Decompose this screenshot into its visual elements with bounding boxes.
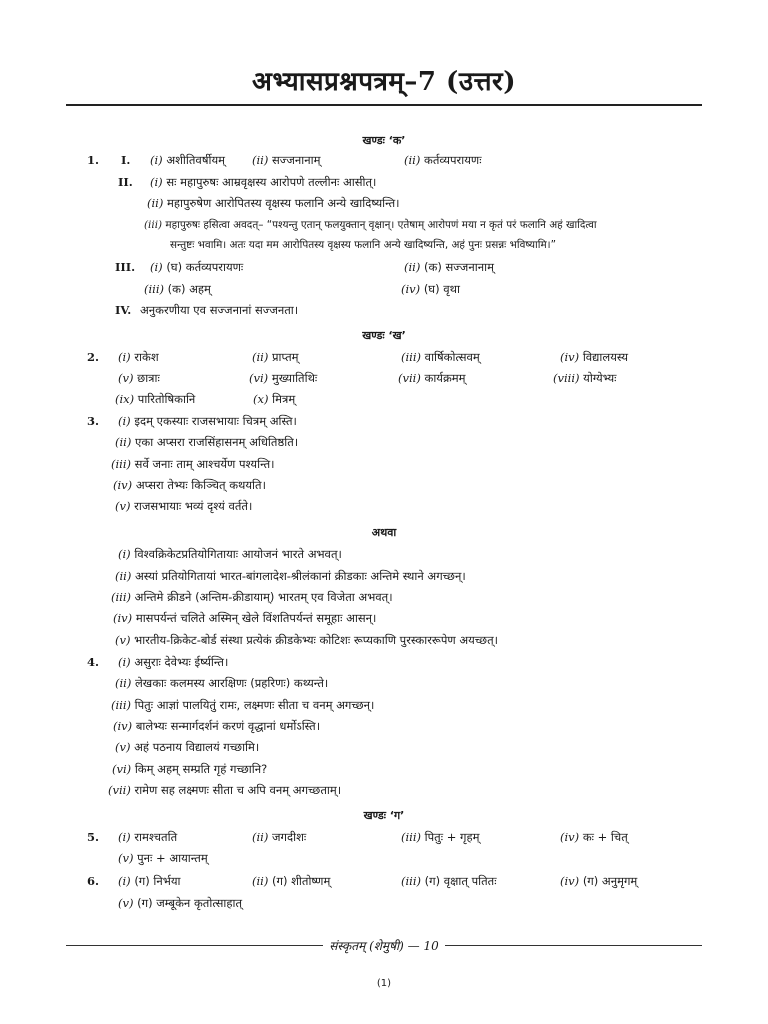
answer-item: [113, 610, 376, 626]
item-marker: (iv): [560, 874, 580, 888]
answer-text: (क) सज्जनानाम्: [424, 260, 494, 274]
answer-text: मुख्यातिथिः: [271, 371, 318, 385]
answer-item: [404, 259, 494, 275]
answer-item: [115, 434, 298, 450]
item-marker: (v): [118, 371, 134, 385]
section-heading-ka: खण्डः ‘क’: [362, 134, 406, 147]
item-marker: (ii): [404, 260, 421, 274]
answer-text: (ग) वृक्षात् पतितः: [424, 874, 497, 888]
answer-text: इदम् एकस्याः राजसभायाः चित्रम् अस्ति।: [134, 414, 297, 428]
answer-text: (ग) शीतोष्णम्: [272, 874, 331, 888]
item-marker: (i): [150, 153, 163, 167]
item-marker: (iv): [560, 350, 580, 364]
question-number: 1.: [87, 153, 100, 167]
item-marker: (x): [253, 392, 269, 406]
subpart-label: III.: [115, 260, 136, 274]
item-marker: (i): [118, 350, 131, 364]
answer-item: [118, 370, 160, 386]
item-marker: (ii): [115, 676, 132, 690]
answer-text: बालेभ्यः सन्मार्गदर्शनं करणं वृद्धानां धर्मोऽस्ति।: [135, 719, 321, 733]
item-marker: (ii): [252, 350, 269, 364]
page-number: (1): [376, 978, 392, 989]
answer-text: कः + चित्: [582, 830, 628, 844]
answer-text: सर्वे जनाः ताम् आश्चर्येण पश्यन्ति।: [134, 457, 275, 471]
item-marker: (iv): [560, 830, 580, 844]
answer-item: [113, 477, 266, 493]
answer-item: [144, 281, 211, 297]
answer-item: [115, 739, 259, 755]
answer-text: पुनः + आयान्तम्: [137, 851, 208, 865]
answer-item: [398, 370, 466, 386]
item-marker: (viii): [553, 371, 580, 385]
answer-text: योग्येभ्यः: [583, 371, 617, 385]
answer-item: [111, 697, 374, 713]
item-marker: (iv): [113, 611, 133, 625]
answer-item: [150, 152, 225, 168]
answer-item: [150, 259, 243, 275]
item-marker: (i): [118, 874, 131, 888]
answer-item: [553, 370, 617, 386]
question-number: 2.: [87, 350, 100, 364]
item-marker: (ii): [252, 830, 269, 844]
item-marker: (v): [115, 499, 131, 513]
answer-item: [118, 413, 297, 429]
item-marker: (i): [118, 547, 131, 561]
item-marker: (vii): [108, 783, 131, 797]
answer-text: किम् अहम् सम्प्रति गृहं गच्छानि?: [134, 762, 268, 776]
answer-item: [115, 632, 498, 648]
answer-text-continuation: सन्तुष्टः भवामि। अतः यदा मम आरोपितस्य वृक्षस्य फलानि अन्ये खादिष्यन्ति, अहं पुनः प्रसन्नः भविष्यामि।”: [170, 239, 556, 251]
subpart-label: IV.: [115, 303, 132, 317]
item-marker: (vi): [112, 762, 132, 776]
answer-text: (क) अहम्: [167, 282, 211, 296]
answer-item: [115, 391, 195, 407]
item-marker: (iii): [144, 282, 165, 296]
section-heading-athava: अथवा: [371, 526, 397, 539]
section-heading-ga: खण्डः ‘ग’: [363, 809, 405, 822]
answer-text: (घ) वृथा: [423, 282, 460, 296]
answer-text: (ग) अनुमृगम्: [582, 874, 638, 888]
item-marker: (v): [115, 633, 131, 647]
answer-item: [401, 281, 460, 297]
item-marker: (i): [118, 830, 131, 844]
question-number: 6.: [87, 874, 100, 888]
question-number: 3.: [87, 414, 100, 428]
answer-text: कार्यक्रमम्: [424, 371, 466, 385]
item-marker: (i): [118, 414, 131, 428]
answer-text: रामेण सह लक्ष्मणः सीता च अपि वनम् अगच्छताम्।: [134, 783, 342, 797]
answer-text: (ग) निर्भया: [134, 874, 181, 888]
item-marker: (i): [150, 260, 163, 274]
answer-text: मित्रम्: [272, 392, 296, 406]
question-number: 4.: [87, 655, 100, 669]
answer-item: [560, 873, 637, 889]
answer-text: जगदीशः: [272, 830, 307, 844]
footer-subject-text: संस्कृतम् (शेमुषी) — 10: [323, 939, 444, 953]
answer-item: [118, 850, 208, 866]
answer-item: [144, 217, 597, 233]
answer-item: [118, 873, 181, 889]
item-marker: (vi): [249, 371, 269, 385]
answer-text: पितुः + गृहम्: [424, 830, 480, 844]
answer-text: सज्जनानाम्: [272, 153, 321, 167]
answer-item: [252, 349, 299, 365]
answer-text: लेखकाः कलमस्य आरक्षिणः (प्रहरिणः) कथ्यन्ते।: [135, 676, 329, 690]
answer-text: राकेश: [134, 350, 159, 364]
item-marker: (iii): [144, 219, 163, 231]
answer-item: [252, 829, 306, 845]
answer-item: [115, 675, 328, 691]
answer-item: [252, 873, 330, 889]
answer-item: [118, 546, 342, 562]
item-marker: (iii): [401, 350, 422, 364]
question-number: 5.: [87, 830, 100, 844]
answer-item: [560, 829, 628, 845]
item-marker: (vii): [398, 371, 421, 385]
subpart-label: I.: [121, 153, 131, 167]
item-marker: (ii): [404, 153, 421, 167]
answer-text: विद्यालयस्य: [582, 350, 629, 364]
subpart-label: II.: [118, 175, 133, 189]
answer-text: वार्षिकोत्सवम्: [424, 350, 480, 364]
answer-text: कर्तव्यपरायणः: [424, 153, 482, 167]
answer-item: [112, 761, 267, 777]
answer-text: अस्यां प्रतियोगितायां भारत-बांगलादेश-श्रीलंकानां क्रीडकाः अन्तिमे स्थाने अगच्छन्।: [135, 569, 466, 583]
item-marker: (i): [150, 175, 163, 189]
answer-text: महापुरुषेण आरोपितस्य वृक्षस्य फलानि अन्ये खादिष्यन्ति।: [167, 196, 400, 210]
item-marker: (ii): [115, 435, 132, 449]
answer-item: [111, 456, 275, 472]
answer-item: [115, 498, 252, 514]
answer-text: पितुः आज्ञां पालयितुं रामः, लक्ष्मणः सीता च वनम् अगच्छन्।: [134, 698, 375, 712]
answer-text: पारितोषिकानि: [137, 392, 196, 406]
answer-text: महापुरुषः हसित्वा अवदत्– “पश्यन्तु एतान् फलयुक्तान् वृक्षान्। एतेषाम् आरोपणं मया न कृतं परं फलानि अहं खादित्वा: [165, 219, 597, 231]
item-marker: (v): [115, 740, 131, 754]
section-heading-kha: खण्डः ‘ख’: [362, 329, 406, 342]
answer-text: (घ) कर्तव्यपरायणः: [166, 260, 244, 274]
footer-subject: [0, 937, 768, 954]
answer-item: [401, 349, 480, 365]
answer-item: [401, 873, 497, 889]
item-marker: (iii): [401, 830, 422, 844]
item-marker: (v): [118, 896, 134, 910]
answer-item: [111, 589, 393, 605]
item-marker: (iii): [111, 590, 132, 604]
item-marker: (iv): [113, 719, 133, 733]
answer-text: रामश्चतति: [134, 830, 178, 844]
answer-item: [404, 152, 482, 168]
answer-item: [118, 349, 159, 365]
item-marker: (iv): [113, 478, 133, 492]
item-marker: (iii): [111, 698, 132, 712]
item-marker: (iii): [401, 874, 422, 888]
title-divider: [66, 104, 702, 106]
answer-text: सः महापुरुषः आम्रवृक्षस्य आरोपणे तल्लीनः आसीत्।: [166, 175, 377, 189]
answer-text: (ग) जम्बूकेन कृतोत्साहात्: [137, 896, 242, 910]
answer-text: अशीतिवर्षीयम्: [166, 153, 225, 167]
page-title: अभ्यासप्रश्नपत्रम्–7 (उत्तर): [251, 67, 516, 97]
item-marker: (v): [118, 851, 134, 865]
item-marker: (ix): [115, 392, 135, 406]
answer-item: [118, 654, 228, 670]
answer-text: असुराः देवेभ्यः ईर्ष्यन्ति।: [134, 655, 229, 669]
answer-item: [113, 718, 320, 734]
answer-item: [253, 391, 295, 407]
answer-text: एका अप्सरा राजसिंहासनम् अधितिष्ठति।: [135, 435, 299, 449]
answer-item: [147, 195, 400, 211]
answer-item: [115, 568, 466, 584]
answer-text: विश्वक्रिकेटप्रतियोगितायाः आयोजनं भारते अभवत्।: [134, 547, 342, 561]
item-marker: (ii): [147, 196, 164, 210]
answer-item: [252, 152, 320, 168]
item-marker: (ii): [115, 569, 132, 583]
item-marker: (iii): [111, 457, 132, 471]
answer-item: [150, 174, 376, 190]
answer-item: [118, 895, 242, 911]
answer-text: अप्सरा तेभ्यः किञ्चित् कथयति।: [135, 478, 266, 492]
answer-item: [401, 829, 479, 845]
answer-item: [118, 829, 177, 845]
answer-item: [249, 370, 317, 386]
answer-text: अनुकरणीया एव सज्जनानां सज्जनता।: [140, 303, 299, 317]
item-marker: (i): [118, 655, 131, 669]
item-marker: (ii): [252, 874, 269, 888]
answer-text: प्राप्तम्: [272, 350, 299, 364]
answer-item: [560, 349, 628, 365]
answer-text: भारतीय-क्रिकेट-बोर्ड संस्था प्रत्येकं क्रीडकेभ्यः कोटिशः रूप्यकाणि पुरस्काररूपेण अयच्छत्।: [134, 633, 498, 647]
answer-text: अहं पठनाय विद्यालयं गच्छामि।: [134, 740, 260, 754]
answer-text: छात्राः: [137, 371, 160, 385]
answer-text: राजसभायाः भव्यं दृश्यं वर्तते।: [134, 499, 253, 513]
item-marker: (ii): [252, 153, 269, 167]
answer-item: [108, 782, 341, 798]
answer-text: मासपर्यन्तं चलिते अस्मिन् खेले विंशतिपर्यन्तं समूहाः आसन्।: [135, 611, 377, 625]
item-marker: (iv): [401, 282, 421, 296]
answer-text: अन्तिमे क्रीडने (अन्तिम-क्रीडायाम्) भारतम् एव विजेता अभवत्।: [134, 590, 393, 604]
